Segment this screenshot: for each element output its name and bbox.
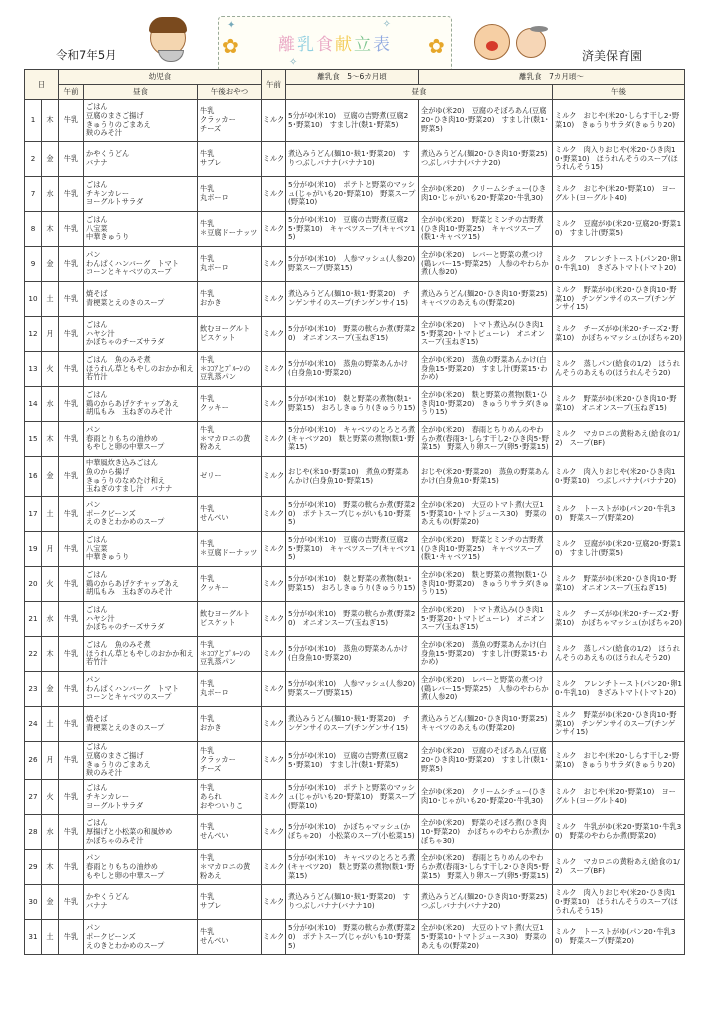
am-header: 午前 bbox=[59, 85, 84, 100]
toddler-snack-cell: 飲むヨーグルト ビスケット bbox=[198, 602, 262, 637]
toddler-snack-cell: 牛乳 ＊マカロニの黄 粉あえ bbox=[198, 422, 262, 457]
baby-face-icon bbox=[516, 28, 546, 58]
baby7-afternoon-cell: ミルク 豆腐がゆ(米20･豆腐20･野菜10) すまし汁(野菜5) bbox=[553, 212, 685, 247]
toddler-lunch-cell: ごはん 魚のみそ煮 ほうれん草ともやしのおかか和え 若竹汁 bbox=[84, 352, 198, 387]
table-row bbox=[25, 212, 685, 247]
baby7-afternoon-cell: ミルク トーストがゆ(パン20･牛乳30) 野菜スープ(野菜20) bbox=[553, 920, 685, 955]
baby-am-cell: ミルク bbox=[262, 317, 286, 352]
baby7-lunch-cell: 煮込みうどん(麺20･ひき肉10･野菜25) つぶしバナナ(バナナ20) bbox=[419, 885, 553, 920]
baby56-meal-cell: 5分がゆ(米10) 豆腐の吉野煮(豆腐25･野菜10) すまし汁(麩1･野菜5) bbox=[286, 742, 419, 780]
am-drink-cell: 牛乳 bbox=[59, 672, 84, 707]
date-cell: 7 bbox=[25, 177, 42, 212]
baby7-afternoon-cell: ミルク 牛乳がゆ(米20･野菜10･牛乳30) 野菜のやわらか煮(野菜20) bbox=[553, 815, 685, 850]
table-row bbox=[25, 497, 685, 532]
baby7-afternoon-cell: ミルク 蒸しパン(給食の1/2) ほうれんそうのあえもの(ほうれんそう20) bbox=[553, 352, 685, 387]
baby56-meal-cell: 5分がゆ(米10) ポテトと野菜のマッシュ(じゃがいも20･野菜10) 野菜スープ(野菜10) bbox=[286, 780, 419, 815]
day-cell: 金 bbox=[42, 672, 59, 707]
table-row bbox=[25, 920, 685, 955]
month-label: 令和7年5月 bbox=[56, 48, 117, 62]
baby7-lunch-cell: 全がゆ(米20) 蒸魚の野菜あんかけ(白身魚15･野菜20) すまし汁(野菜15･わかめ) bbox=[419, 637, 553, 672]
baby7-lunch-cell: 全がゆ(米20) 野菜とミンチの吉野煮(ひき肉10･野菜25) キャベツスープ(麩1･キャベツ15) bbox=[419, 212, 553, 247]
table-row bbox=[25, 317, 685, 352]
am-drink-cell: 牛乳 bbox=[59, 850, 84, 885]
baby-am-cell: ミルク bbox=[262, 567, 286, 602]
toddler-lunch-cell: パン ポークビーンズ えのきとわかめのスープ bbox=[84, 920, 198, 955]
baby56-meal-cell: 煮込みうどん(麺10･麸1･野菜20) チンゲンサイのスープ(チンゲンサイ15) bbox=[286, 707, 419, 742]
baby7-afternoon-cell: ミルク おじや(米20･しらす干し2･野菜10) きゅうりサラダ(きゅうり20) bbox=[553, 742, 685, 780]
table-row bbox=[25, 352, 685, 387]
baby-am-cell: ミルク bbox=[262, 457, 286, 497]
baby-am-cell: ミルク bbox=[262, 672, 286, 707]
baby-am-cell: ミルク bbox=[262, 920, 286, 955]
baby56-meal-cell: 5分がゆ(米10) 野菜の軟らか煮(野菜20) オニオンスープ(玉ねぎ15) bbox=[286, 317, 419, 352]
date-cell: 19 bbox=[25, 532, 42, 567]
baby56-header: 離乳食 5～6カ月頃 bbox=[286, 70, 419, 85]
baby7-afternoon-cell: ミルク トーストがゆ(パン20･牛乳30) 野菜スープ(野菜20) bbox=[553, 497, 685, 532]
day-cell: 金 bbox=[42, 142, 59, 177]
am-drink-cell: 牛乳 bbox=[59, 567, 84, 602]
baby-am-cell: ミルク bbox=[262, 885, 286, 920]
baby7-lunch-cell: 全がゆ(米20) 豆腐のそぼろあん(豆腐20･ひき肉10･野菜20) すまし汁(麩1･野菜5) bbox=[419, 742, 553, 780]
day-cell: 木 bbox=[42, 422, 59, 457]
page-header bbox=[0, 0, 724, 66]
title-char: 献 bbox=[335, 35, 354, 55]
toddler-snack-cell: 飲むヨーグルト ビスケット bbox=[198, 317, 262, 352]
baby7-afternoon-cell: ミルク マカロニの黄粉あえ(給食の1/2) スープ(BF) bbox=[553, 422, 685, 457]
date-cell: 1 bbox=[25, 100, 42, 142]
date-cell: 2 bbox=[25, 142, 42, 177]
baby7-afternoon-cell: ミルク 蒸しパン(給食の1/2) ほうれんそうのあえもの(ほうれんそう20) bbox=[553, 637, 685, 672]
baby7-lunch-cell: 全がゆ(米20) 春雨とちりめんのやわらか煮(春雨3･しらす干し2･ひき肉5･野菜15) 野菜入り卵スープ(卵5･野菜15) bbox=[419, 422, 553, 457]
toddler-snack-cell: ゼリー bbox=[198, 457, 262, 497]
table-row bbox=[25, 532, 685, 567]
toddler-snack-cell: 牛乳 せんべい bbox=[198, 497, 262, 532]
day-cell: 木 bbox=[42, 850, 59, 885]
toddler-lunch-cell: ごはん 魚のみそ煮 ほうれん草ともやしのおかか和え 若竹汁 bbox=[84, 637, 198, 672]
day-cell: 木 bbox=[42, 637, 59, 672]
am-drink-cell: 牛乳 bbox=[59, 707, 84, 742]
table-row bbox=[25, 707, 685, 742]
baby56-meal-cell: 5分がゆ(米10) 麩と野菜の煮物(麩1･野菜15) おろしきゅうり(きゅうり15) bbox=[286, 567, 419, 602]
toddler-header: 幼児食 bbox=[59, 70, 262, 85]
day-cell: 土 bbox=[42, 707, 59, 742]
baby7-lunch-cell: 煮込みうどん(麺20･ひき肉10･野菜25) キャベツのあえもの(野菜20) bbox=[419, 707, 553, 742]
baby7-afternoon-cell: ミルク おじや(米20･野菜10) ヨーグルト(ヨーグルト40) bbox=[553, 780, 685, 815]
baby7-lunch-cell: 全がゆ(米20) トマト煮込み(ひき肉15･野菜20･トマトピューレ) オニオンスープ(玉ねぎ15) bbox=[419, 602, 553, 637]
toddler-lunch-cell: 焼そば 青梗菜とえのきのスープ bbox=[84, 707, 198, 742]
baby56-meal-cell: 5分がゆ(米10) 豆腐の吉野煮(豆腐25･野菜10) すまし汁(麩1･野菜5) bbox=[286, 100, 419, 142]
title-char: 表 bbox=[373, 35, 392, 55]
table-row bbox=[25, 850, 685, 885]
toddler-snack-cell: 牛乳 サブレ bbox=[198, 885, 262, 920]
baby7-afternoon-cell: ミルク 野菜がゆ(米20･ひき肉10･野菜10) オニオンスープ(玉ねぎ15) bbox=[553, 567, 685, 602]
title-char: 乳 bbox=[297, 35, 316, 55]
date-cell: 13 bbox=[25, 352, 42, 387]
baby56-meal-cell: 煮込みうどん(麺10･麸1･野菜20) すりつぶしバナナ(バナナ10) bbox=[286, 142, 419, 177]
table-row bbox=[25, 567, 685, 602]
baby7-afternoon-cell: ミルク 野菜がゆ(米20･ひき肉10･野菜10) チンゲンサイのスープ(チンゲンサイ15) bbox=[553, 707, 685, 742]
table-row bbox=[25, 457, 685, 497]
date-cell: 24 bbox=[25, 707, 42, 742]
baby56-meal-cell: 5分がゆ(米10) キャベツのとろとろ煮(キャベツ20) 麩と野菜の煮物(麩1･野菜15) bbox=[286, 850, 419, 885]
day-cell: 水 bbox=[42, 602, 59, 637]
baby56-meal-cell: 5分がゆ(米10) 人参マッシュ(人参20) 野菜スープ(野菜15) bbox=[286, 672, 419, 707]
page-title bbox=[219, 30, 451, 55]
toddler-snack-cell: 牛乳 せんべい bbox=[198, 920, 262, 955]
day-cell: 月 bbox=[42, 317, 59, 352]
baby7-lunch-cell: 全がゆ(米20) 麩と野菜の煮物(麩1･ひき肉10･野菜20) きゅうりサラダ(きゅうり15) bbox=[419, 387, 553, 422]
date-cell: 9 bbox=[25, 247, 42, 282]
baby-am-cell: ミルク bbox=[262, 532, 286, 567]
baby7-afternoon-cell: ミルク おじや(米20･野菜10) ヨーグルト(ヨーグルト40) bbox=[553, 177, 685, 212]
baby7-lunch-cell: 全がゆ(米20) 野菜とミンチの吉野煮(ひき肉10･野菜25) キャベツスープ(麩1･キャベツ15) bbox=[419, 532, 553, 567]
baby-am-cell: ミルク bbox=[262, 422, 286, 457]
day-cell: 金 bbox=[42, 457, 59, 497]
day-cell: 月 bbox=[42, 742, 59, 780]
date-header: 日 bbox=[25, 70, 59, 100]
toddler-snack-cell: 牛乳 クッキー bbox=[198, 567, 262, 602]
spoon-icon bbox=[530, 26, 548, 32]
am-drink-cell: 牛乳 bbox=[59, 457, 84, 497]
baby7-afternoon-cell: ミルク おじや(米20･しらす干し2･野菜10) きゅうりサラダ(きゅうり20) bbox=[553, 100, 685, 142]
baby7-lunch-cell: 全がゆ(米20) 麩と野菜の煮物(麩1･ひき肉10･野菜20) きゅうりサラダ(きゅうり15) bbox=[419, 567, 553, 602]
toddler-snack-cell: 牛乳 ＊ｺｺｱとﾌﾟﾙｰﾝの 豆乳蒸パン bbox=[198, 637, 262, 672]
flower-icon: ✿ bbox=[428, 34, 445, 58]
baby7-lunch-cell: 全がゆ(米20) 大豆のトマト煮(大豆15･野菜10･トマトジュース30) 野菜のあえもの(野菜20) bbox=[419, 497, 553, 532]
am-drink-cell: 牛乳 bbox=[59, 177, 84, 212]
baby7-lunch-cell: 全がゆ(米20) トマト煮込み(ひき肉15･野菜20･トマトピューレ) オニオンスープ(玉ねぎ15) bbox=[419, 317, 553, 352]
baby7-header: 離乳食 7カ月頃～ bbox=[419, 70, 685, 85]
am-drink-cell: 牛乳 bbox=[59, 387, 84, 422]
sparkle-icon: ✧ bbox=[289, 57, 298, 68]
am-drink-cell: 牛乳 bbox=[59, 532, 84, 567]
toddler-lunch-cell: かやくうどん バナナ bbox=[84, 885, 198, 920]
date-cell: 30 bbox=[25, 885, 42, 920]
baby56-meal-cell: 5分がゆ(米10) 人参マッシュ(人参20) 野菜スープ(野菜15) bbox=[286, 247, 419, 282]
crying-baby-icon bbox=[474, 24, 510, 60]
am-drink-cell: 牛乳 bbox=[59, 815, 84, 850]
baby-am-cell: ミルク bbox=[262, 100, 286, 142]
am-drink-cell: 牛乳 bbox=[59, 352, 84, 387]
table-row bbox=[25, 282, 685, 317]
toddler-snack-cell: 牛乳 丸ボーロ bbox=[198, 247, 262, 282]
day-cell: 木 bbox=[42, 100, 59, 142]
toddler-lunch-cell: ごはん 八宝菜 中華きゅうり bbox=[84, 532, 198, 567]
toddler-lunch-cell: パン わんぱくハンバーグ トマト コーンとキャベツのスープ bbox=[84, 247, 198, 282]
toddler-lunch-cell: ごはん チキンカレー ヨーグルトサラダ bbox=[84, 780, 198, 815]
baby-am-cell: ミルク bbox=[262, 780, 286, 815]
baby-am-cell: ミルク bbox=[262, 742, 286, 780]
baby-am-cell: ミルク bbox=[262, 212, 286, 247]
table-row bbox=[25, 742, 685, 780]
baby-pm-header: 午後 bbox=[553, 85, 685, 100]
table-row bbox=[25, 142, 685, 177]
table-row bbox=[25, 247, 685, 282]
baby7-lunch-cell: 煮込みうどん(麺20･ひき肉10･野菜25) キャベツのあえもの(野菜20) bbox=[419, 282, 553, 317]
am-drink-cell: 牛乳 bbox=[59, 742, 84, 780]
baby7-lunch-cell: 全がゆ(米20) レバーと野菜の煮つけ(鶏レバー15･野菜25) 人参のやわらか煮(人参20) bbox=[419, 247, 553, 282]
bowl-icon bbox=[158, 50, 184, 62]
baby56-meal-cell: 5分がゆ(米10) 野菜の軟らか煮(野菜20) ポテトスープ(じゃがいも10･野菜5) bbox=[286, 497, 419, 532]
baby-am-cell: ミルク bbox=[262, 142, 286, 177]
baby7-afternoon-cell: ミルク フレンチトースト(パン20･卵10･牛乳10) きざみトマト(トマト20) bbox=[553, 247, 685, 282]
day-cell: 月 bbox=[42, 532, 59, 567]
day-cell: 火 bbox=[42, 780, 59, 815]
sparkle-icon: ✦ bbox=[227, 20, 236, 31]
toddler-lunch-cell: ごはん 八宝菜 中華きゅうり bbox=[84, 212, 198, 247]
toddler-lunch-cell: 中華風炊き込みごはん 魚のから揚げ きゅうりのなめたけ和え 玉ねぎのすまし汁 バナナ bbox=[84, 457, 198, 497]
baby7-lunch-cell: 全がゆ(米20) 春雨とちりめんのやわらか煮(春雨3･しらす干し2･ひき肉5･野菜15) 野菜入り卵スープ(卵5･野菜15) bbox=[419, 850, 553, 885]
date-cell: 21 bbox=[25, 602, 42, 637]
date-cell: 29 bbox=[25, 850, 42, 885]
baby56-meal-cell: 5分がゆ(米10) 野菜の軟らか煮(野菜20) オニオンスープ(玉ねぎ15) bbox=[286, 602, 419, 637]
baby-am-cell: ミルク bbox=[262, 815, 286, 850]
baby-am-cell: ミルク bbox=[262, 177, 286, 212]
title-char: 離 bbox=[278, 35, 297, 55]
table-row bbox=[25, 885, 685, 920]
toddler-snack-cell: 牛乳 ＊豆腐ドーナッツ bbox=[198, 532, 262, 567]
baby56-meal-cell: 5分がゆ(米10) ポテトと野菜のマッシュ(じゃがいも20･野菜10) 野菜スープ(野菜10) bbox=[286, 177, 419, 212]
baby7-lunch-cell: 煮込みうどん(麺20･ひき肉10･野菜25) つぶしバナナ(バナナ20) bbox=[419, 142, 553, 177]
date-cell: 15 bbox=[25, 422, 42, 457]
menu-table bbox=[24, 69, 685, 955]
toddler-snack-cell: 牛乳 あられ おやついりこ bbox=[198, 780, 262, 815]
toddler-lunch-cell: パン ポークビーンズ えのきとわかめのスープ bbox=[84, 497, 198, 532]
day-cell: 火 bbox=[42, 567, 59, 602]
baby-am-cell: ミルク bbox=[262, 352, 286, 387]
baby7-lunch-cell: 全がゆ(米20) クリームシチュー(ひき肉10･じゃがいも20･野菜20･牛乳30) bbox=[419, 780, 553, 815]
am-drink-cell: 牛乳 bbox=[59, 780, 84, 815]
table-row bbox=[25, 100, 685, 142]
table-row bbox=[25, 422, 685, 457]
date-cell: 28 bbox=[25, 815, 42, 850]
am-drink-cell: 牛乳 bbox=[59, 212, 84, 247]
baby7-lunch-cell: 全がゆ(米20) レバーと野菜の煮つけ(鶏レバー15･野菜25) 人参のやわらか煮(人参20) bbox=[419, 672, 553, 707]
am-drink-cell: 牛乳 bbox=[59, 282, 84, 317]
toddler-snack-cell: 牛乳 丸ボーロ bbox=[198, 672, 262, 707]
table-row bbox=[25, 637, 685, 672]
toddler-snack-cell: 牛乳 おかき bbox=[198, 282, 262, 317]
am-drink-cell: 牛乳 bbox=[59, 885, 84, 920]
baby7-afternoon-cell: ミルク 肉入りおじや(米20･ひき肉10･野菜10) ほうれんそうのスープ(ほうれんそう15) bbox=[553, 142, 685, 177]
baby56-meal-cell: 5分がゆ(米10) 豆腐の吉野煮(豆腐25･野菜10) キャベツスープ(キャベツ15) bbox=[286, 212, 419, 247]
baby-am-cell: ミルク bbox=[262, 637, 286, 672]
toddler-lunch-cell: パン 春雨とりもちの油炒め もやしと卵の中華スープ bbox=[84, 850, 198, 885]
date-cell: 14 bbox=[25, 387, 42, 422]
am-drink-cell: 牛乳 bbox=[59, 637, 84, 672]
toddler-snack-cell: 牛乳 おかき bbox=[198, 707, 262, 742]
baby7-lunch-cell: 全がゆ(米20) 蒸魚の野菜あんかけ(白身魚15･野菜20) すまし汁(野菜15･わかめ) bbox=[419, 352, 553, 387]
baby7-lunch-cell: 全がゆ(米20) 豆腐のそぼろあん(豆腐20･ひき肉10･野菜20) すまし汁(麩1･野菜5) bbox=[419, 100, 553, 142]
am-drink-cell: 牛乳 bbox=[59, 317, 84, 352]
baby7-afternoon-cell: ミルク チーズがゆ(米20･チーズ2･野菜10) かぼちゃマッシュ(かぼちゃ20) bbox=[553, 602, 685, 637]
date-cell: 23 bbox=[25, 672, 42, 707]
am-drink-cell: 牛乳 bbox=[59, 422, 84, 457]
date-cell: 31 bbox=[25, 920, 42, 955]
toddler-snack-cell: 牛乳 せんべい bbox=[198, 815, 262, 850]
table-row bbox=[25, 177, 685, 212]
table-row bbox=[25, 672, 685, 707]
baby56-meal-cell: 5分がゆ(米10) 蒸魚の野菜あんかけ(白身魚10･野菜20) bbox=[286, 352, 419, 387]
day-cell: 金 bbox=[42, 885, 59, 920]
baby-am-cell: ミルク bbox=[262, 707, 286, 742]
baby7-afternoon-cell: ミルク 野菜がゆ(米20･ひき肉10･野菜10) チンゲンサイのスープ(チンゲンサイ15) bbox=[553, 282, 685, 317]
toddler-snack-cell: 牛乳 ＊マカロニの黄 粉あえ bbox=[198, 850, 262, 885]
baby-am-cell: ミルク bbox=[262, 387, 286, 422]
toddler-snack-cell: 牛乳 クラッカー チーズ bbox=[198, 742, 262, 780]
school-name: 済美保育園 bbox=[582, 49, 643, 63]
baby56-meal-cell: 煮込みうどん(麺10･麸1･野菜20) すりつぶしバナナ(バナナ10) bbox=[286, 885, 419, 920]
toddler-lunch-cell: パン わんぱくハンバーグ トマト コーンとキャベツのスープ bbox=[84, 672, 198, 707]
baby56-meal-cell: 5分がゆ(米10) 野菜の軟らか煮(野菜20) ポテトスープ(じゃがいも10･野菜5) bbox=[286, 920, 419, 955]
am-drink-cell: 牛乳 bbox=[59, 142, 84, 177]
baby7-afternoon-cell: ミルク マカロニの黄粉あえ(給食の1/2) スープ(BF) bbox=[553, 850, 685, 885]
date-cell: 17 bbox=[25, 497, 42, 532]
baby56-meal-cell: 5分がゆ(米10) 豆腐の吉野煮(豆腐25･野菜10) キャベツスープ(キャベツ15) bbox=[286, 532, 419, 567]
toddler-lunch-cell: ごはん 豆腐のまさご揚げ きゅうりのごまあえ 麸のみそ汁 bbox=[84, 100, 198, 142]
toddler-snack-cell: 牛乳 丸ボーロ bbox=[198, 177, 262, 212]
am-drink-cell: 牛乳 bbox=[59, 920, 84, 955]
toddler-lunch-cell: ごはん 厚揚げと小松菜の和風炒め かぼちゃのみそ汁 bbox=[84, 815, 198, 850]
date-cell: 16 bbox=[25, 457, 42, 497]
toddler-lunch-cell: ごはん ハヤシ汁 かぼちゃのチーズサラダ bbox=[84, 602, 198, 637]
baby56-meal-cell: おじや(米10･野菜10) 煮魚の野菜あんかけ(白身魚10･野菜15) bbox=[286, 457, 419, 497]
toddler-snack-cell: 牛乳 ＊ｺｺｱとﾌﾟﾙｰﾝの 豆乳蒸パン bbox=[198, 352, 262, 387]
day-cell: 土 bbox=[42, 497, 59, 532]
am-drink-cell: 牛乳 bbox=[59, 100, 84, 142]
baby56-meal-cell: 5分がゆ(米10) かぼちゃマッシュ(かぼちゃ20) 小松菜のスープ(小松菜15) bbox=[286, 815, 419, 850]
day-cell: 火 bbox=[42, 352, 59, 387]
baby7-afternoon-cell: ミルク チーズがゆ(米20･チーズ2･野菜10) かぼちゃマッシュ(かぼちゃ20) bbox=[553, 317, 685, 352]
date-cell: 12 bbox=[25, 317, 42, 352]
baby-am-cell: ミルク bbox=[262, 247, 286, 282]
day-cell: 水 bbox=[42, 177, 59, 212]
toddler-lunch-cell: ごはん 鶏のからあげケチャップあえ 胡瓜もみ 玉ねぎのみそ汁 bbox=[84, 387, 198, 422]
baby7-afternoon-cell: ミルク 肉入りおじや(米20･ひき肉10･野菜10) つぶしバナナ(バナナ20) bbox=[553, 457, 685, 497]
baby7-afternoon-cell: ミルク 野菜がゆ(米20･ひき肉10･野菜10) オニオンスープ(玉ねぎ15) bbox=[553, 387, 685, 422]
day-cell: 土 bbox=[42, 920, 59, 955]
table-row bbox=[25, 815, 685, 850]
title-banner bbox=[218, 16, 452, 72]
baby56-meal-cell: 5分がゆ(米10) 蒸魚の野菜あんかけ(白身魚10･野菜20) bbox=[286, 637, 419, 672]
baby-am-cell: ミルク bbox=[262, 850, 286, 885]
date-cell: 8 bbox=[25, 212, 42, 247]
baby-am-header: 午前 bbox=[262, 70, 286, 100]
toddler-lunch-cell: かやくうどん バナナ bbox=[84, 142, 198, 177]
toddler-lunch-cell: ごはん ハヤシ汁 かぼちゃのチーズサラダ bbox=[84, 317, 198, 352]
day-cell: 金 bbox=[42, 247, 59, 282]
baby7-lunch-cell: 全がゆ(米20) 大豆のトマト煮(大豆15･野菜10･トマトジュース30) 野菜のあえもの(野菜20) bbox=[419, 920, 553, 955]
baby7-lunch-cell: おじや(米20･野菜20) 蒸魚の野菜あんかけ(白身魚10･野菜15) bbox=[419, 457, 553, 497]
am-drink-cell: 牛乳 bbox=[59, 497, 84, 532]
toddler-lunch-cell: 焼そば 青梗菜とえのきのスープ bbox=[84, 282, 198, 317]
baby56-meal-cell: 5分がゆ(米10) キャベツのとろとろ煮(キャベツ20) 麩と野菜の煮物(麩1･野菜15) bbox=[286, 422, 419, 457]
baby7-lunch-cell: 全がゆ(米20) 野菜のそぼろ煮(ひき肉10･野菜20) かぼちゃのやわらか煮(かぼちゃ30) bbox=[419, 815, 553, 850]
date-cell: 20 bbox=[25, 567, 42, 602]
baby7-afternoon-cell: ミルク 豆腐がゆ(米20･豆腐20･野菜10) すまし汁(野菜5) bbox=[553, 532, 685, 567]
toddler-lunch-cell: ごはん 豆腐のまさご揚げ きゅうりのごまあえ 麸のみそ汁 bbox=[84, 742, 198, 780]
baby7-afternoon-cell: ミルク フレンチトースト(パン20･卵10･牛乳10) きざみトマト(トマト20) bbox=[553, 672, 685, 707]
date-cell: 26 bbox=[25, 742, 42, 780]
day-cell: 木 bbox=[42, 212, 59, 247]
baby-lunch-header: 昼食 bbox=[286, 85, 553, 100]
am-drink-cell: 牛乳 bbox=[59, 602, 84, 637]
baby-am-cell: ミルク bbox=[262, 602, 286, 637]
baby7-lunch-cell: 全がゆ(米20) クリームシチュー(ひき肉10･じゃがいも20･野菜20･牛乳30) bbox=[419, 177, 553, 212]
table-row bbox=[25, 780, 685, 815]
toddler-snack-cell: 牛乳 クラッカー チーズ bbox=[198, 100, 262, 142]
am-drink-cell: 牛乳 bbox=[59, 247, 84, 282]
baby7-afternoon-cell: ミルク 肉入りおじや(米20･ひき肉10･野菜10) ほうれんそうのスープ(ほうれんそう15) bbox=[553, 885, 685, 920]
snack-header: 午後おやつ bbox=[198, 85, 262, 100]
toddler-snack-cell: 牛乳 ＊豆腐ドーナッツ bbox=[198, 212, 262, 247]
table-row bbox=[25, 602, 685, 637]
toddler-lunch-cell: ごはん 鶏のからあげケチャップあえ 胡瓜もみ 玉ねぎのみそ汁 bbox=[84, 567, 198, 602]
toddler-lunch-cell: パン 春雨とりもちの油炒め もやしと卵の中華スープ bbox=[84, 422, 198, 457]
toddler-snack-cell: 牛乳 クッキー bbox=[198, 387, 262, 422]
baby56-meal-cell: 煮込みうどん(麺10･麸1･野菜20) チンゲンサイのスープ(チンゲンサイ15) bbox=[286, 282, 419, 317]
day-cell: 水 bbox=[42, 815, 59, 850]
baby-am-cell: ミルク bbox=[262, 497, 286, 532]
date-cell: 10 bbox=[25, 282, 42, 317]
day-cell: 土 bbox=[42, 282, 59, 317]
title-char: 立 bbox=[354, 35, 373, 55]
day-cell: 水 bbox=[42, 387, 59, 422]
date-cell: 27 bbox=[25, 780, 42, 815]
toddler-lunch-cell: ごはん チキンカレー ヨーグルトサラダ bbox=[84, 177, 198, 212]
sparkle-icon: ✧ bbox=[382, 19, 391, 30]
title-char: 食 bbox=[316, 35, 335, 55]
flower-icon: ✿ bbox=[222, 34, 239, 58]
baby-am-cell: ミルク bbox=[262, 282, 286, 317]
lunch-header: 昼食 bbox=[84, 85, 198, 100]
date-cell: 22 bbox=[25, 637, 42, 672]
table-row bbox=[25, 387, 685, 422]
toddler-snack-cell: 牛乳 サブレ bbox=[198, 142, 262, 177]
baby56-meal-cell: 5分がゆ(米10) 麩と野菜の煮物(麩1･野菜15) おろしきゅうり(きゅうり15) bbox=[286, 387, 419, 422]
